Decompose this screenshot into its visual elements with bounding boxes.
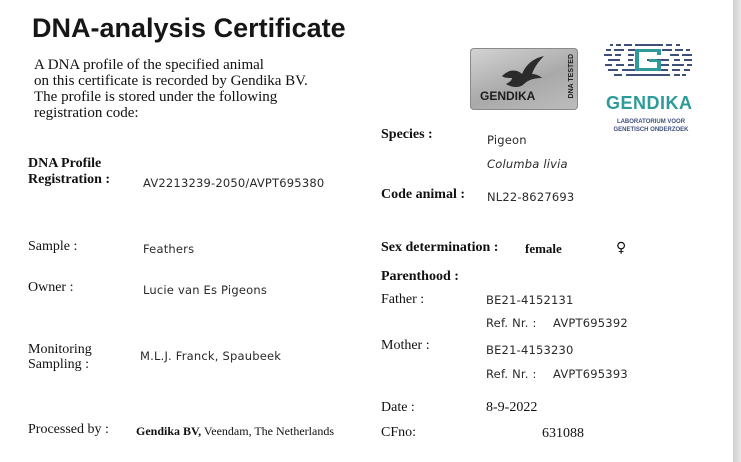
processed-label: Processed by :	[28, 422, 109, 437]
gendika-logo-subtitle	[610, 119, 692, 134]
intro-line-1: A DNA profile of the specified animal	[34, 57, 264, 73]
mother-label: Mother :	[381, 338, 430, 353]
owner-value: Lucie van Es Pigeons	[143, 283, 268, 297]
sex-label: Sex determination :	[381, 240, 499, 255]
page-edge-shadow	[733, 0, 741, 462]
registration-label-1: DNA Profile	[28, 156, 102, 171]
cfno-value: 631088	[542, 426, 584, 441]
code-animal-label: Code animal :	[381, 187, 465, 202]
processed-value	[136, 424, 334, 439]
date-value: 8-9-2022	[486, 400, 538, 415]
registration-label-2: Registration :	[28, 172, 111, 187]
father-ref-label: Ref. Nr. :	[486, 316, 537, 330]
sex-value: female	[525, 241, 562, 256]
gendika-logo-text: GENDIKA	[606, 93, 693, 113]
intro-line-2: on this certificate is recorded by Gendika BV.	[34, 73, 308, 89]
date-label: Date :	[381, 400, 415, 415]
monitoring-label-2: Sampling :	[28, 357, 90, 372]
father-label: Father :	[381, 292, 425, 307]
female-icon: ♀	[616, 240, 627, 256]
processed-location: Veendam, The Netherlands	[201, 424, 334, 438]
mother-ref-label: Ref. Nr. :	[486, 367, 537, 381]
father-value: BE21-4152131	[486, 293, 574, 307]
logo-subtitle-line-1: LABORATORIUM VOOR	[616, 119, 686, 125]
mother-value: BE21-4153230	[486, 343, 574, 357]
intro-line-3: The profile is stored under the following	[34, 89, 278, 105]
badge-brand-text: GENDIKA	[480, 89, 536, 103]
badge-tag-text: DNA TESTED	[568, 54, 575, 99]
dna-tested-badge	[470, 48, 578, 110]
cfno-label: CFno:	[381, 425, 417, 440]
species-label: Species :	[381, 127, 433, 142]
species-value-common: Pigeon	[487, 133, 527, 147]
father-ref-value: AVPT695392	[553, 316, 628, 330]
intro-line-4: registration code:	[34, 105, 139, 121]
owner-label: Owner :	[28, 280, 74, 295]
code-animal-value: NL22-8627693	[487, 190, 575, 204]
registration-value: AV2213239-2050/AVPT695380	[143, 176, 325, 190]
sample-label: Sample :	[28, 239, 78, 254]
certificate-title: DNA-analysis Certificate	[32, 13, 346, 43]
monitoring-value: M.L.J. Franck, Spaubeek	[140, 349, 282, 363]
monitoring-label-1: Monitoring	[28, 342, 92, 357]
species-value-latin: Columba livia	[487, 157, 568, 171]
processed-company: Gendika BV,	[136, 424, 202, 438]
mother-ref-value: AVPT695393	[553, 367, 628, 381]
parenthood-label: Parenthood :	[381, 269, 459, 284]
pigeon-icon	[500, 54, 546, 92]
logo-subtitle-line-2: GENETISCH ONDERZOEK	[613, 126, 689, 133]
sample-value: Feathers	[143, 242, 195, 256]
